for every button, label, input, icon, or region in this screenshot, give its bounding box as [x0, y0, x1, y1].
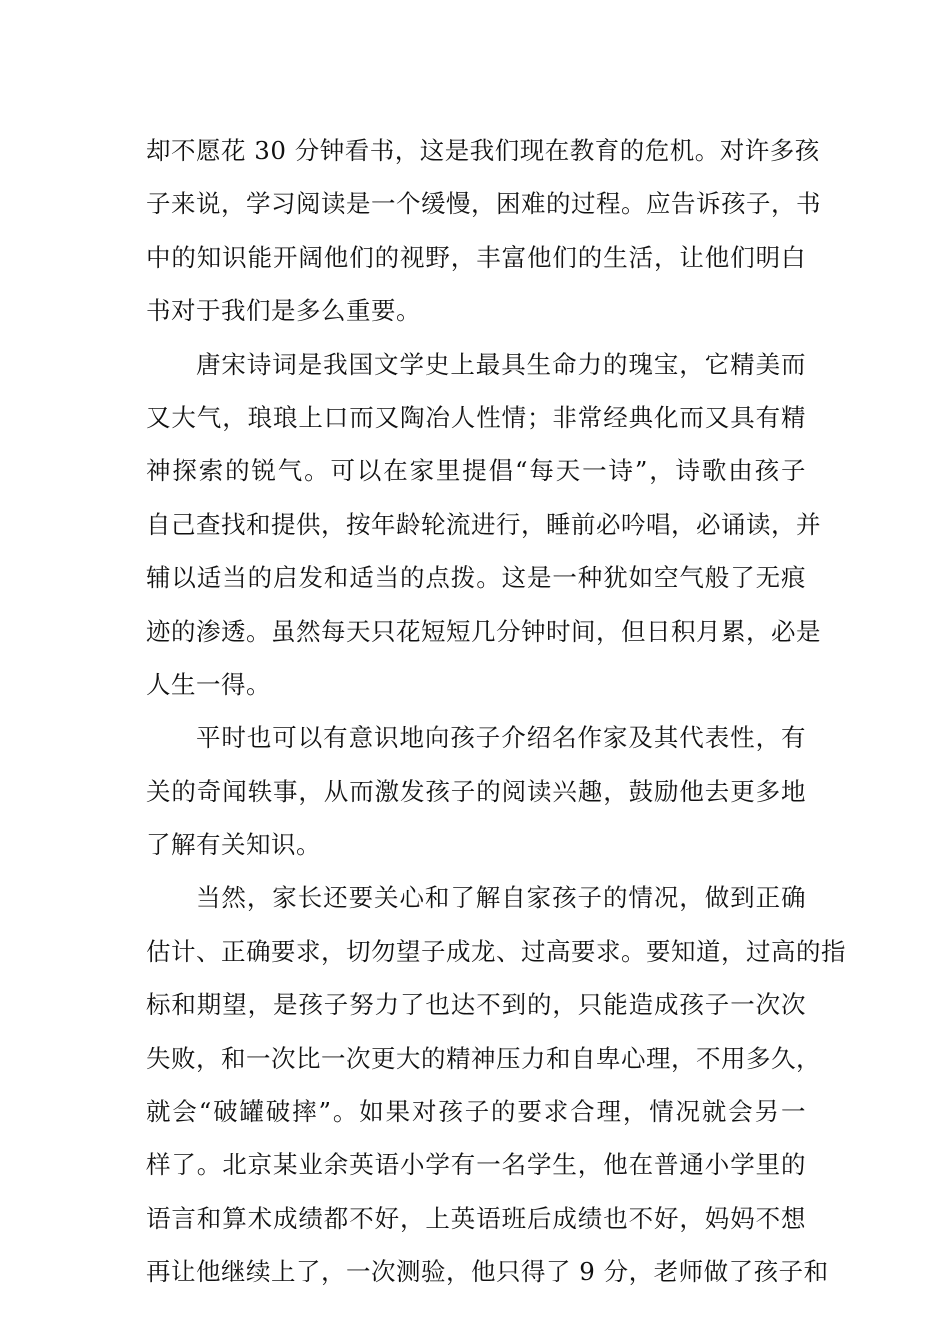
- text-line: 书对于我们是多么重要。: [146, 296, 421, 326]
- paragraph-first-line: 唐宋诗词是我国文学史上最具生命力的瑰宝，它精美而: [196, 349, 806, 379]
- text-line: 自己查找和提供，按年龄轮流进行，睡前必吟唱，必诵读，并: [146, 509, 821, 539]
- text-line: 语言和算术成绩都不好，上英语班后成绩也不好，妈妈不想: [146, 1203, 806, 1233]
- text-line: 了解有关知识。: [146, 830, 321, 860]
- text-line: 中的知识能开阔他们的视野，丰富他们的生活，让他们明白: [146, 242, 806, 272]
- text-line: 失败，和一次比一次更大的精神压力和自卑心理，不用多久，: [146, 1043, 821, 1073]
- text-line: 样了。北京某业余英语小学有一名学生，他在普通小学里的: [146, 1150, 806, 1180]
- text-line: 神探索的锐气。可以在家里提倡“每天一诗”，诗歌由孩子: [146, 456, 806, 486]
- text-line: 迹的渗透。虽然每天只花短短几分钟时间，但日积月累，必是: [146, 616, 821, 646]
- text-line: 标和期望，是孩子努力了也达不到的，只能造成孩子一次次: [146, 990, 806, 1020]
- text-line: 就会“破罐破摔”。如果对孩子的要求合理，情况就会另一: [146, 1097, 806, 1127]
- text-line: 人生一得。: [146, 669, 271, 699]
- text-line: 估计、正确要求，切勿望子成龙、过高要求。要知道，过高的指: [146, 936, 846, 966]
- text-line: 辅以适当的启发和适当的点拨。这是一种犹如空气般了无痕: [146, 563, 806, 593]
- paragraph-first-line: 平时也可以有意识地向孩子介绍名作家及其代表性，有: [196, 723, 806, 753]
- paragraph-first-line: 当然，家长还要关心和了解自家孩子的情况，做到正确: [196, 883, 806, 913]
- body-text: [146, 124, 846, 1299]
- text-line: 再让他继续上了，一次测验，他只得了 9 分，老师做了孩子和: [146, 1257, 829, 1287]
- text-line: 关的奇闻轶事，从而激发孩子的阅读兴趣，鼓励他去更多地: [146, 776, 806, 806]
- text-line: 子来说，学习阅读是一个缓慢，困难的过程。应告诉孩子，书: [146, 189, 821, 219]
- text-line: 又大气，琅琅上口而又陶冶人性情；非常经典化而又具有精: [146, 402, 806, 432]
- text-line: 却不愿花 30 分钟看书，这是我们现在教育的危机。对许多孩: [146, 136, 820, 165]
